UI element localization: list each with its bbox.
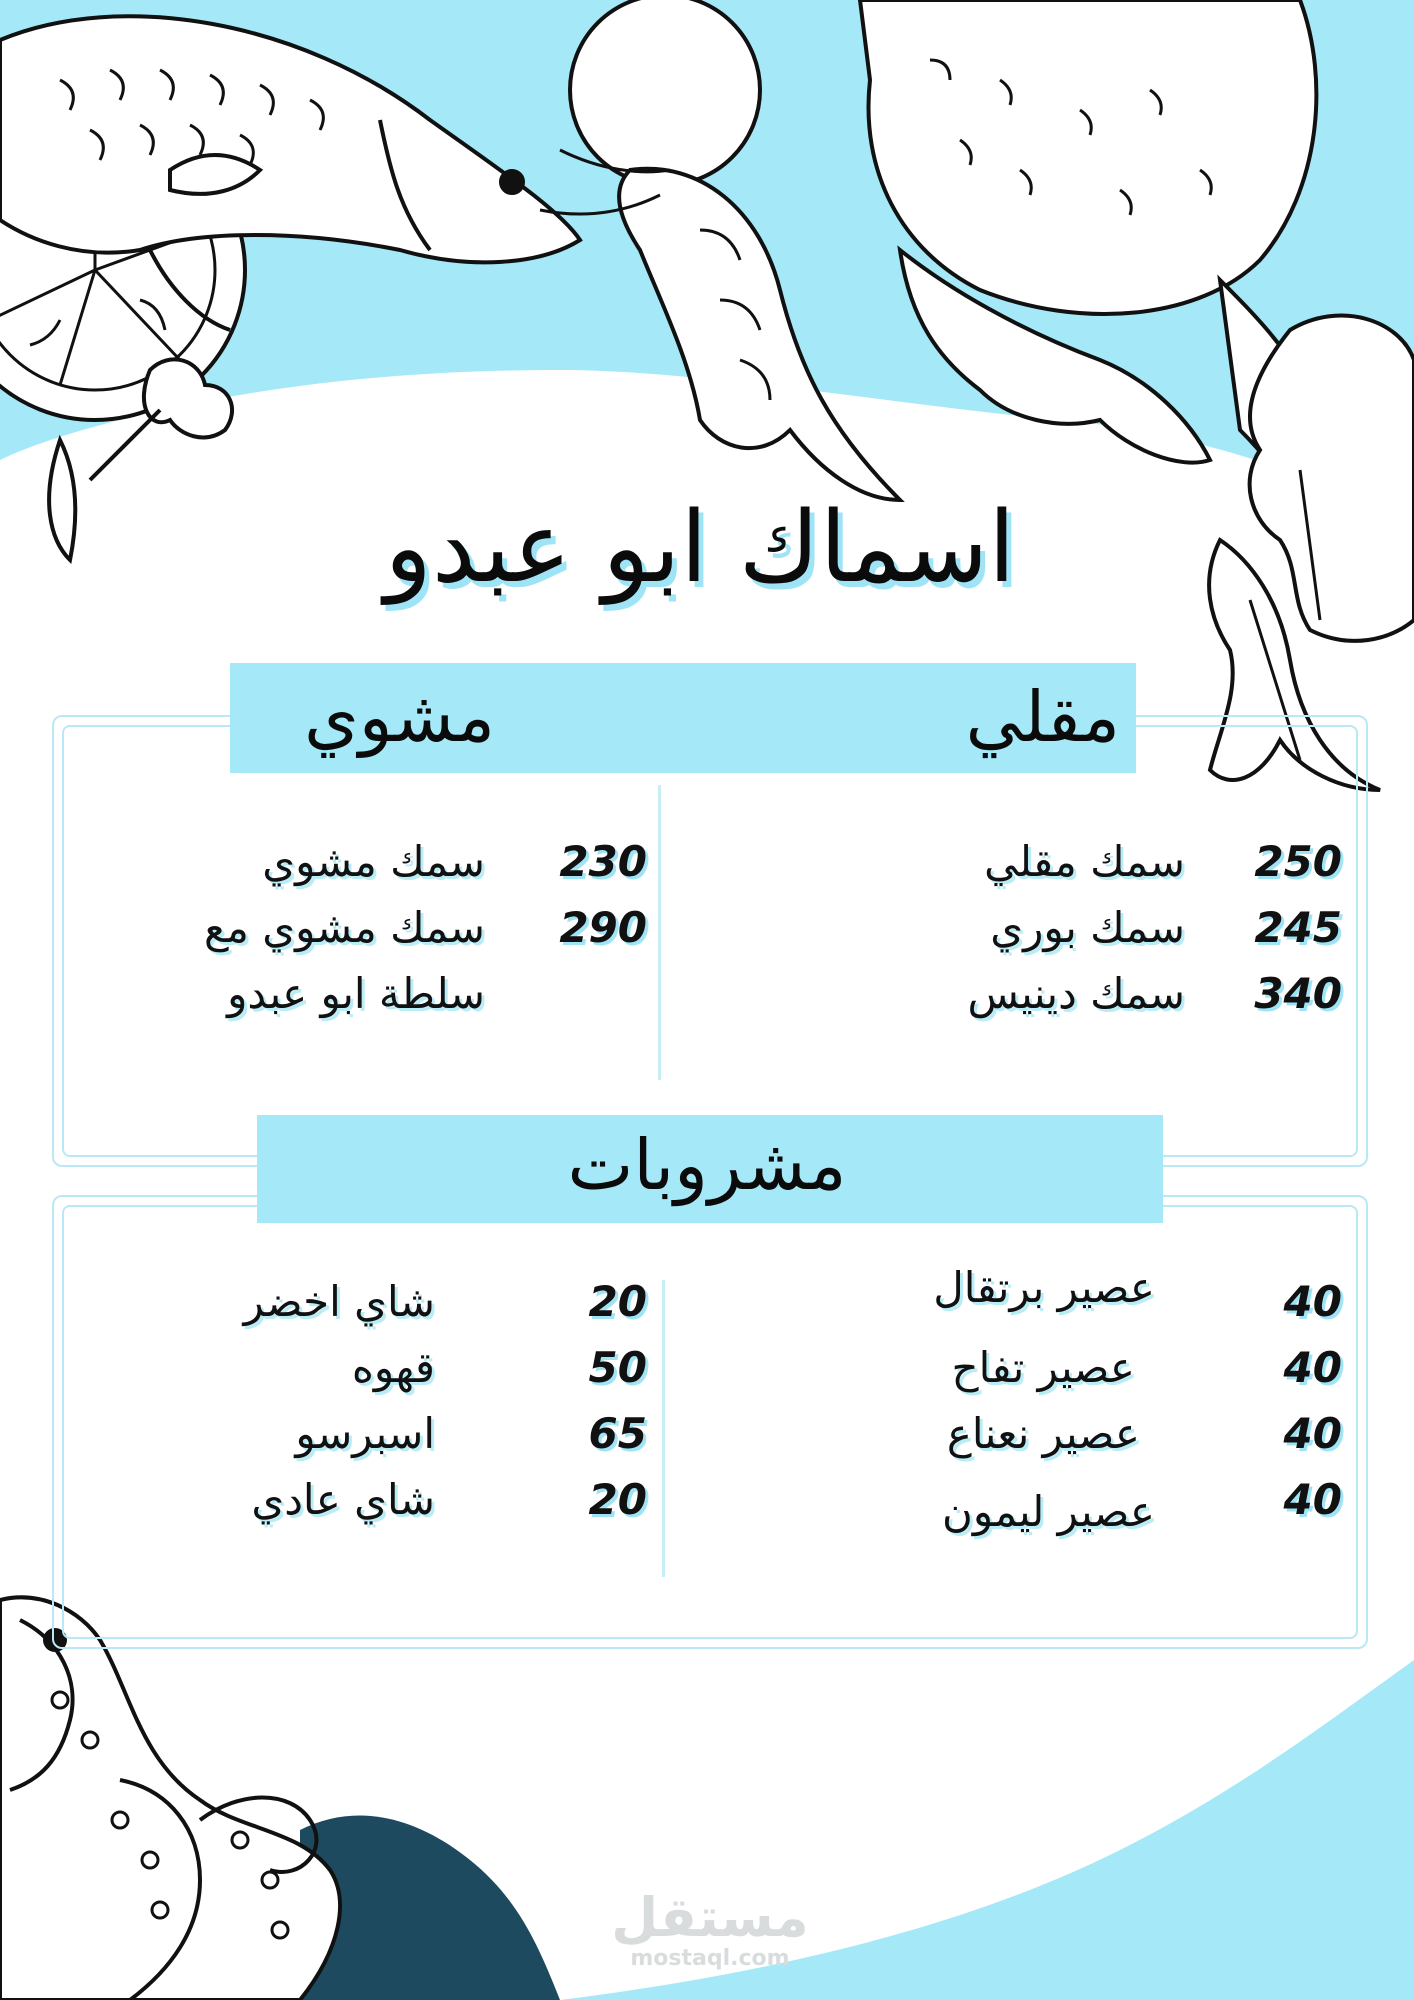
item-name: شاي عادي <box>251 1475 435 1524</box>
item-name: قهوه <box>351 1343 435 1392</box>
section-title-grilled: مشوي <box>304 676 495 758</box>
item-price: 40 <box>1283 1409 1342 1458</box>
watermark-logo-text: مستقل <box>611 1886 809 1949</box>
item-price: 245 <box>1254 903 1342 952</box>
octopus-illustration <box>0 1597 560 2000</box>
item-price: 40 <box>1283 1475 1342 1524</box>
item-name: سمك مشوي مع <box>204 903 485 952</box>
item-name: عصير نعناع <box>946 1409 1140 1458</box>
item-price: 50 <box>588 1343 647 1392</box>
item-name-line2: سلطة ابو عبدو <box>227 969 485 1018</box>
item-price: 20 <box>588 1475 647 1524</box>
item-price: 40 <box>1283 1343 1342 1392</box>
watermark <box>610 1886 810 1972</box>
item-name: عصير ليمون <box>942 1487 1155 1536</box>
drinks-divider <box>662 1280 665 1577</box>
item-price: 20 <box>588 1277 647 1326</box>
food-divider <box>658 785 661 1080</box>
item-price: 250 <box>1254 837 1342 886</box>
item-name: سمك مقلي <box>984 837 1185 886</box>
item-price: 230 <box>559 837 647 886</box>
item-price: 290 <box>559 903 647 952</box>
item-name: عصير تفاح <box>951 1343 1135 1392</box>
item-name: سمك بوري <box>990 903 1185 952</box>
item-name: سمك دينيس <box>967 969 1185 1018</box>
item-name: اسبرسو <box>295 1409 435 1458</box>
item-name: سمك مشوي <box>262 837 485 886</box>
item-price: 65 <box>588 1409 647 1458</box>
restaurant-title: اسماك ابو عبدو <box>384 491 1016 605</box>
item-price: 40 <box>1283 1277 1342 1326</box>
item-price: 340 <box>1254 969 1342 1018</box>
watermark-url: mostaql.com <box>630 1946 790 1971</box>
section-title-drinks: مشروبات <box>567 1124 847 1206</box>
item-name: عصير برتقال <box>933 1263 1155 1312</box>
item-name: شاي اخضر <box>243 1277 435 1326</box>
section-title-fried: مقلي <box>965 676 1120 758</box>
